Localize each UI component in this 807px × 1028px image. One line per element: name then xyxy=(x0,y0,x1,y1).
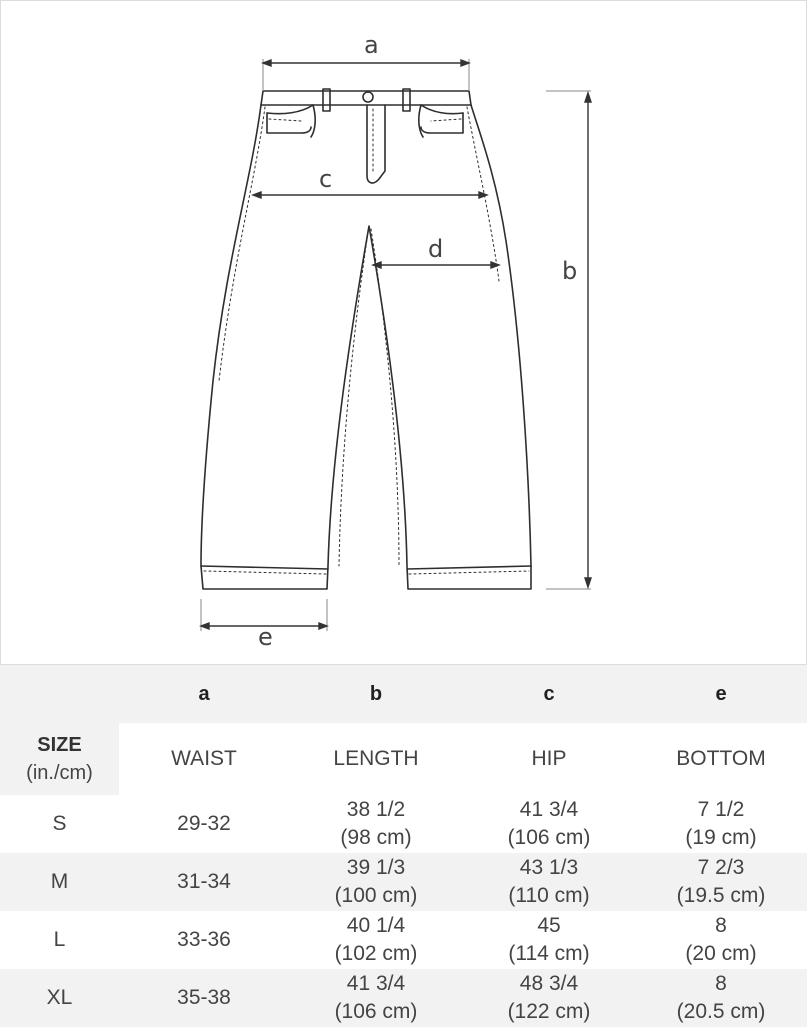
size-chart-table xyxy=(0,665,807,1027)
hip-cell: 41 3/4 (106 cm) xyxy=(507,798,591,849)
bottom-cell: 8 (20 cm) xyxy=(685,914,757,965)
waist-cell: 31-34 xyxy=(177,870,231,893)
size-cell: L xyxy=(53,928,66,951)
header-length: LENGTH xyxy=(333,747,419,770)
size-cell: S xyxy=(52,812,67,835)
size-cell: XL xyxy=(46,986,73,1009)
letter-cell-a: a xyxy=(198,683,210,705)
bottom-cell: 7 2/3 (19.5 cm) xyxy=(676,856,766,907)
waist-cell: 29-32 xyxy=(177,812,231,835)
letter-cell-c: c xyxy=(543,683,555,705)
length-cell: 41 3/4 (106 cm) xyxy=(334,972,418,1023)
column-header-row xyxy=(0,723,807,795)
waist-cell: 35-38 xyxy=(177,986,231,1009)
table-row xyxy=(0,853,807,911)
hip-cell: 43 1/3 (110 cm) xyxy=(508,856,590,907)
pants-outline xyxy=(201,105,531,589)
size-header-cell xyxy=(0,723,119,795)
dimension-label-b: b xyxy=(562,257,578,285)
pants-diagram xyxy=(1,1,806,664)
letter-cell-b: b xyxy=(369,683,383,705)
size-cell: M xyxy=(50,870,69,893)
hip-cell: 45 (114 cm) xyxy=(508,914,590,965)
length-cell: 39 1/3 (100 cm) xyxy=(334,856,418,907)
bottom-cell: 7 1/2 (19 cm) xyxy=(685,798,757,849)
dimension-label-a: a xyxy=(364,31,379,59)
waist-cell: 33-36 xyxy=(177,928,231,951)
header-waist: WAIST xyxy=(171,747,237,770)
dimension-letter-row xyxy=(0,665,807,723)
length-cell: 38 1/2 (98 cm) xyxy=(340,798,412,849)
table-row xyxy=(0,969,807,1027)
header-hip: HIP xyxy=(531,747,567,770)
table-row xyxy=(0,911,807,969)
size-header-unit: (in./cm) xyxy=(26,762,93,784)
dimension-label-e: e xyxy=(258,623,273,651)
dimension-label-c: c xyxy=(319,165,333,193)
hip-cell: 48 3/4 (122 cm) xyxy=(507,972,591,1023)
dimension-label-d: d xyxy=(428,235,444,263)
header-bottom: BOTTOM xyxy=(676,747,766,770)
bottom-cell: 8 (20.5 cm) xyxy=(676,972,766,1023)
length-cell: 40 1/4 (102 cm) xyxy=(334,914,418,965)
table-row xyxy=(0,795,807,853)
letter-cell-e: e xyxy=(715,683,727,705)
size-header-title: SIZE xyxy=(37,734,82,756)
letter-cell-empty xyxy=(0,665,119,723)
